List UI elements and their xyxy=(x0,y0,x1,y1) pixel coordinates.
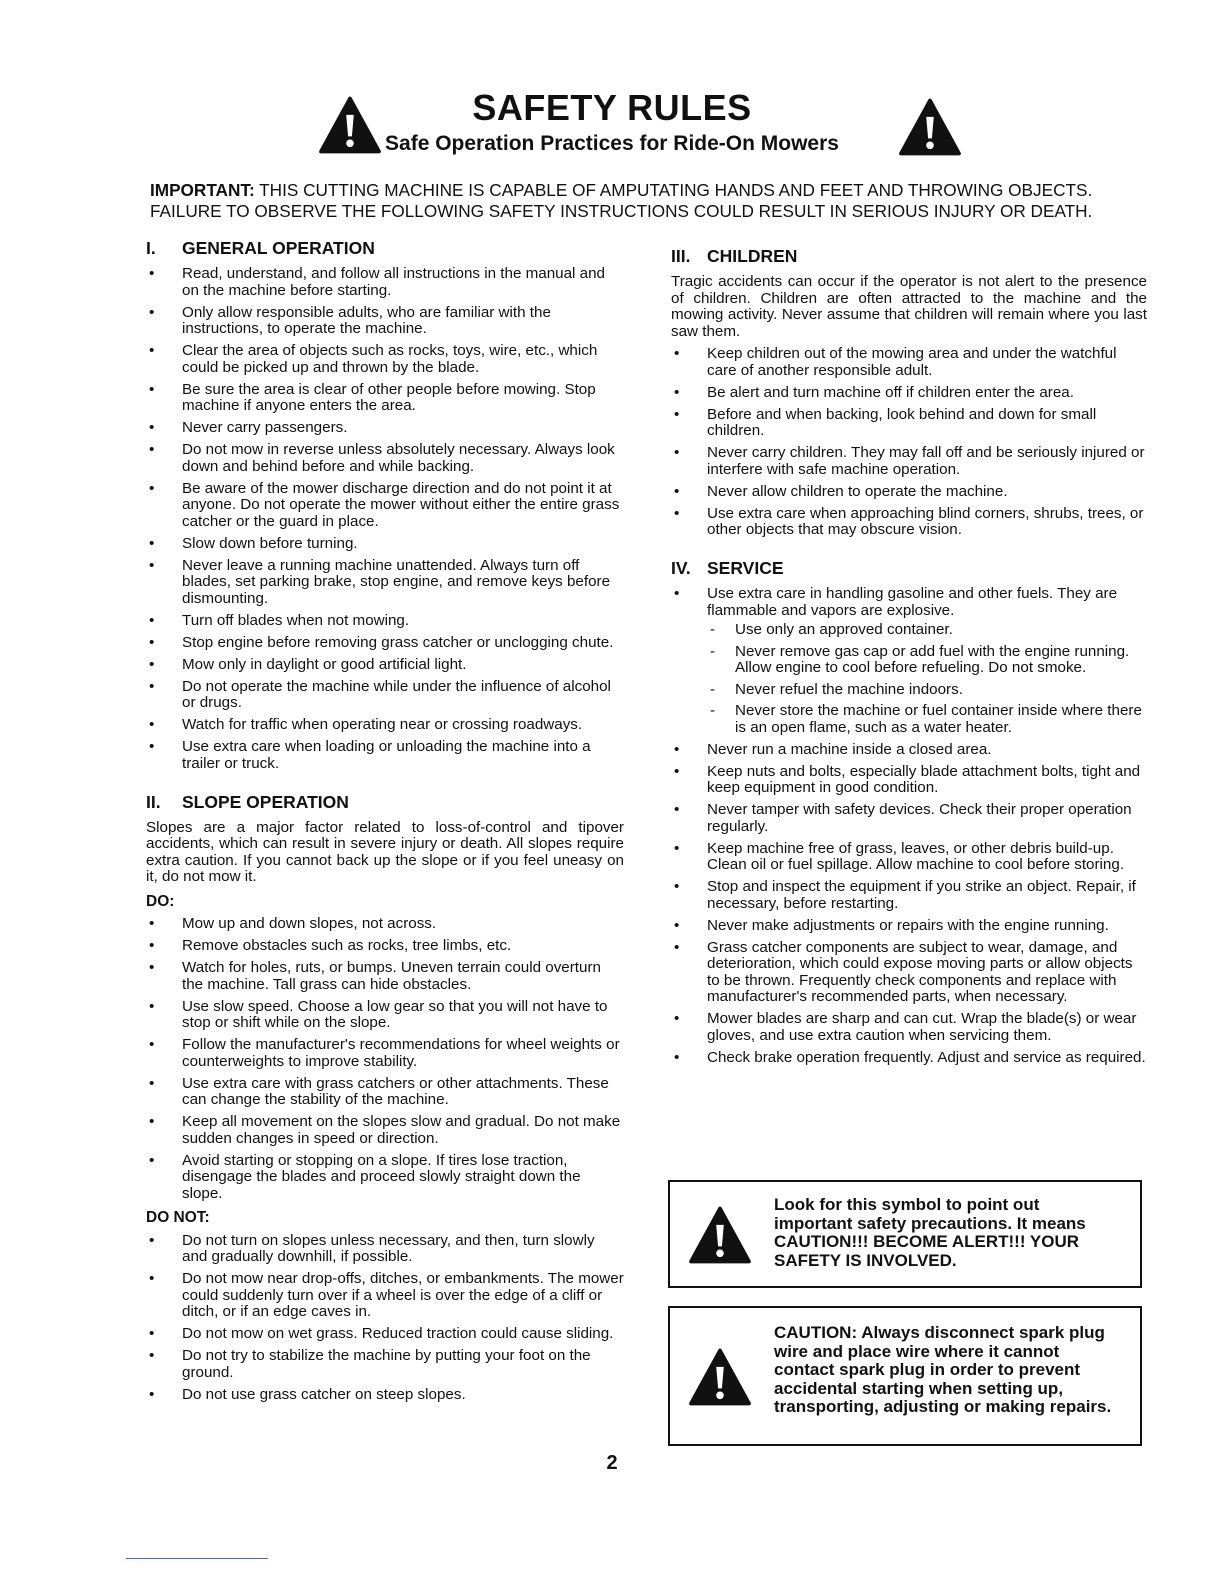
list-item: • Never allow children to operate the machine. xyxy=(671,484,1147,501)
important-line-1: THIS CUTTING MACHINE IS CAPABLE OF AMPUTATING HANDS AND FEET AND THROWING OBJECTS. xyxy=(259,180,1093,200)
list-item: • Keep machine free of grass, leaves, or other debris build-up. Clean oil or fuel spillage. Allow machine to cool before storing. xyxy=(671,841,1147,874)
do-not-label: DO NOT: xyxy=(146,1209,210,1226)
list-item: • Be alert and turn machine off if children enter the area. xyxy=(671,385,1147,402)
warning-triangle-icon xyxy=(688,1348,752,1406)
list-item: • Do not operate the machine while under the influence of alcohol or drugs. xyxy=(146,679,624,712)
list-item: • Be aware of the mower discharge direction and do not point it at anyone. Do not operate the mower without either the entire grass catcher or the guard in place. xyxy=(146,481,624,531)
safety-symbol-callout xyxy=(668,1180,1142,1288)
list-item: • Only allow responsible adults, who are familiar with the instructions, to operate the machine. xyxy=(146,305,624,338)
right-column xyxy=(671,246,1147,1072)
list-item: • Use extra care when loading or unloading the machine into a trailer or truck. xyxy=(146,739,624,772)
list-item: • Never carry children. They may fall off and be seriously injured or interfere with safe machine operation. xyxy=(671,445,1147,478)
slope-do-list xyxy=(146,916,624,1202)
list-item: • Keep nuts and bolts, especially blade attachment bolts, tight and keep equipment in good condition. xyxy=(671,764,1147,797)
list-item: • Never run a machine inside a closed area. xyxy=(671,742,1147,759)
left-column xyxy=(146,238,624,1409)
list-item: • Read, understand, and follow all instructions in the manual and on the machine before starting. xyxy=(146,266,624,299)
list-item: • Do not mow in reverse unless absolutely necessary. Always look down and behind before and while backing. xyxy=(146,442,624,475)
sub-list-item: - Never remove gas cap or add fuel with the engine running. Allow engine to cool before refueling. Do not smoke. xyxy=(707,644,1147,677)
warning-triangle-icon xyxy=(688,1206,752,1264)
list-item: • Never make adjustments or repairs with the engine running. xyxy=(671,918,1147,935)
list-item: • Be sure the area is clear of other people before mowing. Stop machine if anyone enters the area. xyxy=(146,382,624,415)
list-item: • Use slow speed. Choose a low gear so that you will not have to stop or shift while on the slope. xyxy=(146,999,624,1032)
list-item: • Keep children out of the mowing area and under the watchful care of another responsible adult. xyxy=(671,346,1147,379)
list-item: • Mow up and down slopes, not across. xyxy=(146,916,624,933)
list-item: • Never tamper with safety devices. Check their proper operation regularly. xyxy=(671,802,1147,835)
page-title: SAFETY RULES xyxy=(472,87,752,128)
do-label: DO: xyxy=(146,892,175,910)
list-item: • Grass catcher components are subject to wear, damage, and deterioration, which could expose moving parts or allow objects to be thrown. Frequently check components and replace with manufacturer's recommended parts, when necessary. xyxy=(671,940,1147,1006)
caution-callout xyxy=(668,1306,1142,1446)
slope-intro: Slopes are a major factor related to loss-of-control and tipover accidents, which can result in severe injury or death. All slopes require extra caution. If you cannot back up the slope or if you feel uneasy on it, do not mow it. xyxy=(146,818,624,885)
important-notice xyxy=(150,180,1150,222)
list-item: • Do not mow near drop-offs, ditches, or embankments. The mower could suddenly turn over if a wheel is over the edge of a cliff or ditch, or if an edge caves in. xyxy=(146,1271,624,1321)
list-item: • Check brake operation frequently. Adjust and service as required. xyxy=(671,1050,1147,1067)
list-item: • Do not turn on slopes unless necessary, and then, turn slowly and gradually downhill, if possible. xyxy=(146,1233,624,1266)
list-item: • Do not mow on wet grass. Reduced traction could cause sliding. xyxy=(146,1326,624,1343)
page-header xyxy=(0,88,1224,158)
list-item: • Stop engine before removing grass catcher or unclogging chute. xyxy=(146,635,624,652)
divider xyxy=(126,1558,268,1559)
fuel-sub-list xyxy=(707,622,1147,736)
list-item: • Stop and inspect the equipment if you strike an object. Repair, if necessary, before restarting. xyxy=(671,879,1147,912)
list-item: • Remove obstacles such as rocks, tree limbs, etc. xyxy=(146,938,624,955)
list-item: • Before and when backing, look behind and down for small children. xyxy=(671,407,1147,440)
sub-list-item: - Use only an approved container. xyxy=(707,622,1147,639)
list-item: • Do not use grass catcher on steep slopes. xyxy=(146,1387,624,1404)
section-slope-operation-heading: II. SLOPE OPERATION xyxy=(146,791,349,812)
list-item: • Follow the manufacturer's recommendations for wheel weights or counterweights to improve stability. xyxy=(146,1037,624,1070)
children-intro: Tragic accidents can occur if the operator is not alert to the presence of children. Children are often attracted to the machine and the mowing activity. Never assume that children will remain where you last saw them. xyxy=(671,273,1147,340)
list-item: • Turn off blades when not mowing. xyxy=(146,613,624,630)
sub-list-item: - Never store the machine or fuel container inside where there is an open flame, such as a water heater. xyxy=(707,703,1147,736)
list-item: • Watch for traffic when operating near or crossing roadways. xyxy=(146,717,624,734)
sub-list-item: - Never refuel the machine indoors. xyxy=(707,682,1147,699)
list-item: • Avoid starting or stopping on a slope. If tires lose traction, disengage the blades and proceed slowly straight down the slope. xyxy=(146,1153,624,1203)
section-service-heading: IV. SERVICE xyxy=(671,558,784,578)
list-item: • Use extra care when approaching blind corners, shrubs, trees, or other objects that may obscure vision. xyxy=(671,506,1147,539)
safety-symbol-text: Look for this symbol to point out important safety precautions. It means CAUTION!!! BECOME ALERT!!! YOUR SAFETY IS INVOLVED. xyxy=(774,1195,1086,1270)
list-item: • Mow only in daylight or good artificial light. xyxy=(146,657,624,674)
section-children-heading: III. CHILDREN xyxy=(671,246,798,266)
list-item: • Use extra care with grass catchers or other attachments. These can change the stability of the machine. xyxy=(146,1076,624,1109)
list-item: • Never carry passengers. xyxy=(146,420,624,437)
section-general-operation-heading: I. GENERAL OPERATION xyxy=(146,238,375,258)
general-operation-list xyxy=(146,266,624,772)
list-item: • Mower blades are sharp and can cut. Wrap the blade(s) or wear gloves, and use extra caution when servicing them. xyxy=(671,1011,1147,1044)
important-line-2: FAILURE TO OBSERVE THE FOLLOWING SAFETY INSTRUCTIONS COULD RESULT IN SERIOUS INJURY OR DEATH. xyxy=(150,201,1093,221)
page-subtitle: Safe Operation Practices for Ride-On Mowers xyxy=(385,132,839,155)
list-item: • Never leave a running machine unattended. Always turn off blades, set parking brake, stop engine, and remove keys before dismounting. xyxy=(146,558,624,608)
list-item: • Keep all movement on the slopes slow and gradual. Do not make sudden changes in speed or direction. xyxy=(146,1114,624,1147)
list-item: • Clear the area of objects such as rocks, toys, wire, etc., which could be picked up and thrown by the blade. xyxy=(146,343,624,376)
children-list xyxy=(671,346,1147,539)
page-number: 2 xyxy=(606,1452,618,1474)
list-item: • Watch for holes, ruts, or bumps. Uneven terrain could overturn the machine. Tall grass can hide obstacles. xyxy=(146,960,624,993)
list-item: • Do not try to stabilize the machine by putting your foot on the ground. xyxy=(146,1348,624,1381)
slope-do-not-list xyxy=(146,1233,624,1404)
caution-text: CAUTION: Always disconnect spark plug wire and place wire where it cannot contact spark plug in order to prevent accidental starting when setting up, transporting, adjusting or making repairs. xyxy=(774,1323,1112,1416)
list-item: • Use extra care in handling gasoline and other fuels. They are flammable and vapors are explosive. - Use only an approved container. - Never remove gas cap or add fuel with the engine running. Allow engine to cool before refueling. Do not smoke. - Never refuel the machine indoors. - Never store the machine or fuel container inside where there is an open flame, such as a water heater. xyxy=(671,586,1147,736)
list-item: • Slow down before turning. xyxy=(146,536,624,553)
important-label: IMPORTANT: xyxy=(150,180,255,200)
service-list xyxy=(671,586,1147,1066)
